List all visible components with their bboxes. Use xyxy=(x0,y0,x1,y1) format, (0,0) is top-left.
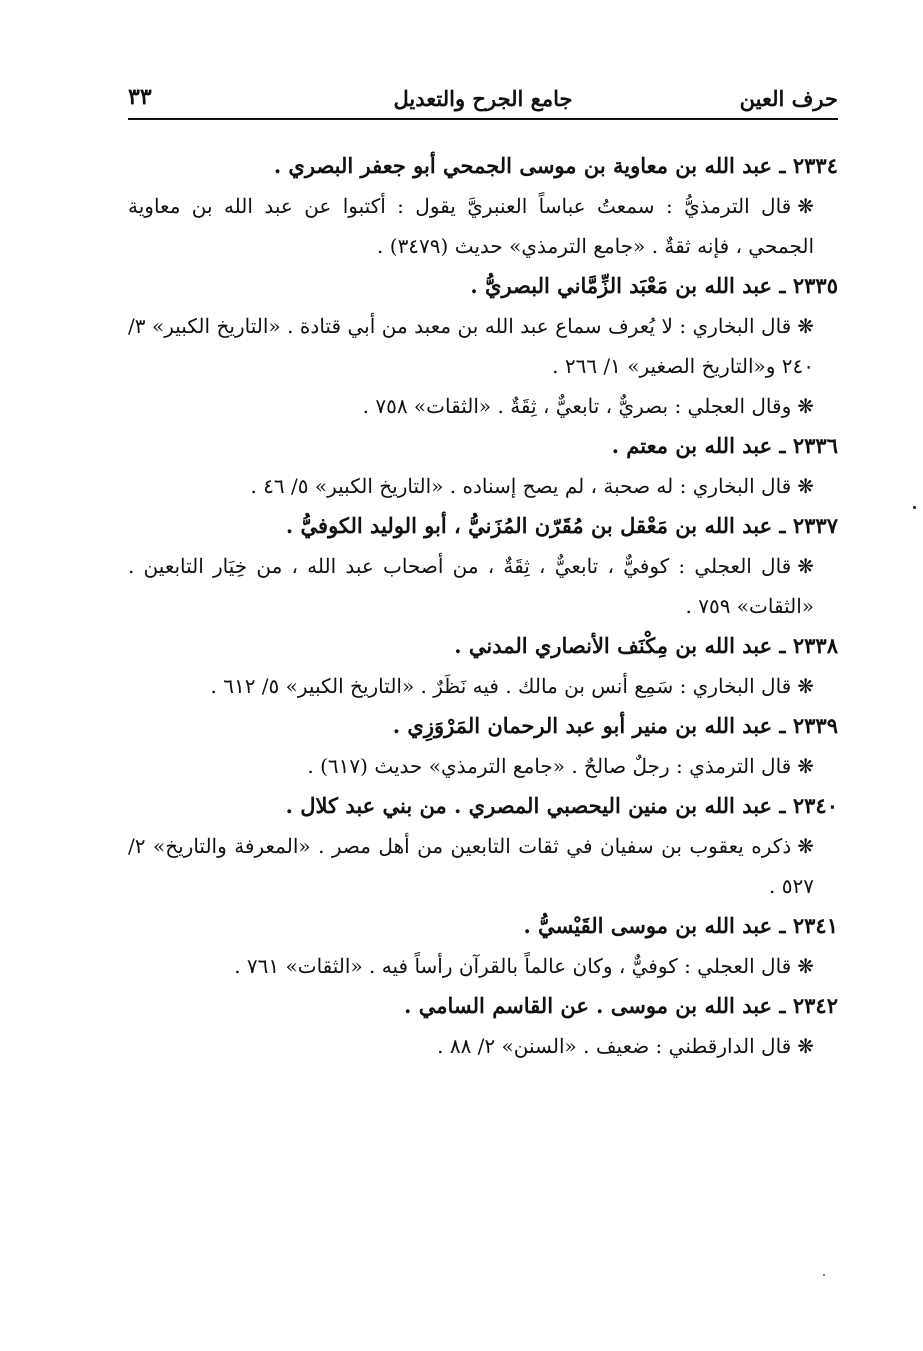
note-marker: ❋ xyxy=(797,754,814,778)
entry-note xyxy=(128,1026,838,1066)
note-text: وقال العجلي : بصريٌّ ، تابعيٌّ ، ثِقَةٌ . «الثقات» ٧٥٨ . xyxy=(362,394,792,418)
note-marker: ❋ xyxy=(797,194,814,218)
section-title: حرف العين xyxy=(739,86,838,111)
entry-list xyxy=(128,146,838,1066)
entry-note xyxy=(128,386,838,426)
entry xyxy=(128,906,838,986)
note-text: ذكره يعقوب بن سفيان في ثقات التابعين من أهل مصر . «المعرفة والتاريخ» ٢/ ٥٢٧ . xyxy=(128,834,814,898)
entry-note xyxy=(128,466,838,506)
entry-note xyxy=(128,546,838,626)
header-rule xyxy=(128,118,838,120)
entry-note xyxy=(128,186,838,266)
page-body xyxy=(128,78,838,1066)
note-marker: ❋ xyxy=(797,674,814,698)
entry-heading: ٢٣٤٢ ـ عبد الله بن موسى . عن القاسم السامي . xyxy=(404,993,838,1018)
running-header xyxy=(128,78,838,118)
note-text: قال العجلي : كوفيٌّ ، وكان عالماً بالقرآن رأساً فيه . «الثقات» ٧٦١ . xyxy=(234,954,792,978)
note-marker: ❋ xyxy=(797,474,814,498)
entry-heading: ٢٣٣٨ ـ عبد الله بن مِكْنَف الأنصاري المدني . xyxy=(454,633,838,658)
entry xyxy=(128,786,838,906)
margin-dot xyxy=(913,506,916,509)
entry-note xyxy=(128,306,838,386)
entry-note xyxy=(128,826,838,906)
note-text: قال البخاري : لا يُعرف سماع عبد الله بن معبد من أبي قتادة . «التاريخ الكبير» ٣/ ٢٤٠ و«التاريخ الصغير» ١/ ٢٦٦ . xyxy=(128,314,814,378)
entry-heading: ٢٣٣٧ ـ عبد الله بن مَعْقل بن مُقَرّن المُزَنيُّ ، أبو الوليد الكوفيُّ . xyxy=(285,513,838,538)
note-text: قال الترمذيُّ : سمعتُ عباساً العنبريَّ يقول : أكتبوا عن عبد الله بن معاوية الجمحي ، فإنه ثقةٌ . «جامع الترمذي» حديث (٣٤٧٩) . xyxy=(128,194,814,258)
entry-heading: ٢٣٤٠ ـ عبد الله بن منين اليحصبي المصري . من بني عبد كلال . xyxy=(285,793,838,818)
entry xyxy=(128,986,838,1066)
entry-heading: ٢٣٣٦ ـ عبد الله بن معتم . xyxy=(611,433,838,458)
note-text: قال البخاري : له صحبة ، لم يصح إسناده . «التاريخ الكبير» ٥/ ٤٦ . xyxy=(250,474,792,498)
note-text: قال الترمذي : رجلٌ صالحٌ . «جامع الترمذي» حديث (٦١٧) . xyxy=(307,754,792,778)
entry xyxy=(128,506,838,626)
note-marker: ❋ xyxy=(797,554,814,578)
note-marker: ❋ xyxy=(797,394,814,418)
entry-heading: ٢٣٤١ ـ عبد الله بن موسى القَيْسيُّ . xyxy=(523,913,838,938)
entry xyxy=(128,146,838,266)
note-marker: ❋ xyxy=(797,314,814,338)
entry xyxy=(128,706,838,786)
note-marker: ❋ xyxy=(797,834,814,858)
page-number: ٣٣ xyxy=(128,84,152,110)
book-title: جامع الجرح والتعديل xyxy=(393,86,573,111)
entry-heading: ٢٣٣٩ ـ عبد الله بن منير أبو عبد الرحمان المَرْوَزِي . xyxy=(392,713,838,738)
note-marker: ❋ xyxy=(797,954,814,978)
margin-dot xyxy=(823,1274,825,1276)
entry xyxy=(128,626,838,706)
entry xyxy=(128,426,838,506)
entry-heading: ٢٣٣٤ ـ عبد الله بن معاوية بن موسى الجمحي أبو جعفر البصري . xyxy=(273,153,838,178)
entry-note xyxy=(128,746,838,786)
note-text: قال العجلي : كوفيٌّ ، تابعيٌّ ، ثِقَةٌ ، من أصحاب عبد الله ، من خِيَار التابعين . «الثقات» ٧٥٩ . xyxy=(128,554,814,618)
entry-note xyxy=(128,666,838,706)
note-marker: ❋ xyxy=(797,1034,814,1058)
entry-heading: ٢٣٣٥ ـ عبد الله بن مَعْبَد الزِّمَّاني البصريُّ . xyxy=(470,273,838,298)
note-text: قال الدارقطني : ضعيف . «السنن» ٢/ ٨٨ . xyxy=(437,1034,792,1058)
entry-note xyxy=(128,946,838,986)
entry xyxy=(128,266,838,426)
note-text: قال البخاري : سَمِع أنس بن مالك . فيه نَظَرٌ . «التاريخ الكبير» ٥/ ٦١٢ . xyxy=(210,674,792,698)
